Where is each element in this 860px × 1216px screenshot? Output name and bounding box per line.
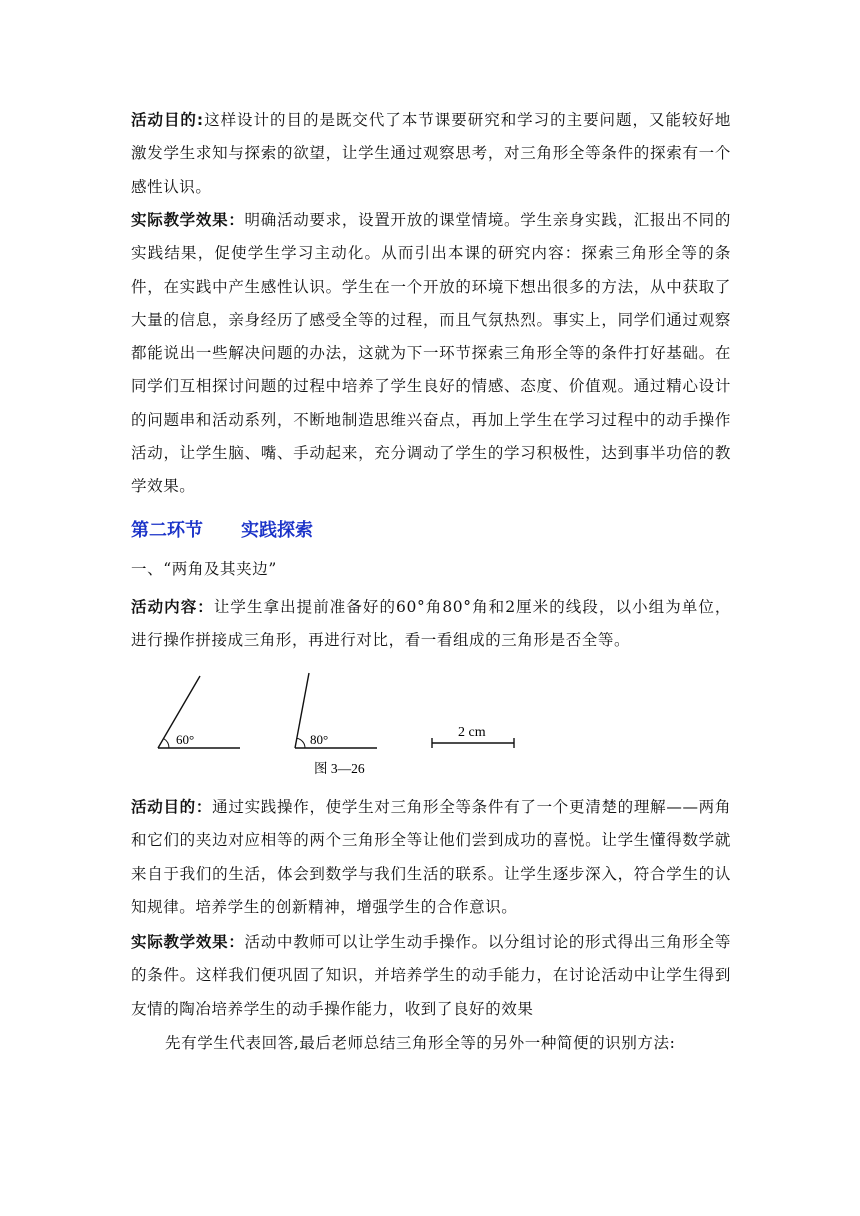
teaching-effect-paragraph-1 — [131, 204, 731, 504]
figure-drawing — [150, 672, 530, 782]
figure-3-26 — [150, 672, 530, 782]
angle-60-label: 60° — [176, 732, 195, 747]
teaching-effect-text: 明确活动要求，设置开放的课堂情境。学生亲身实践，汇报出不同的实践结果，促使学生学习主动化。从而引出本课的研究内容：探索三角形全等的条件，在实践中产生感性认识。学生在一个开放的环境下想出很多的方法，从中获取了大量的信息，亲身经历了感受全等的过程，而且气氛热烈。事实上，同学们通过观察都能说出一些解决问题的办法，这就为下一环节探索三角形全等的条件打好基础。在同学们互相探讨问题的过程中培养了学生良好的情感、态度、价值观。通过精心设计的问题串和活动系列，不断地制造思维兴奋点，再加上学生在学习过程中的动手操作活动，让学生脑、嘴、手动起来，充分调动了学生的学习积极性，达到事半功倍的教学效果。 — [131, 211, 731, 496]
section-heading-title: 实践探索 — [241, 520, 313, 541]
segment-label: 2 cm — [458, 725, 486, 740]
angle-80-shape — [295, 673, 377, 748]
activity-purpose-paragraph-1 — [131, 104, 731, 204]
section-heading — [131, 516, 313, 542]
closing-paragraph: 先有学生代表回答,最后老师总结三角形全等的另外一种简便的识别方法: — [165, 1034, 676, 1052]
subsection-title: 一、“两角及其夹边” — [131, 560, 277, 578]
activity-purpose-paragraph-2 — [131, 791, 731, 924]
angle-60-shape — [158, 676, 240, 748]
activity-purpose-label: 活动目的: — [131, 111, 204, 129]
section-heading-number: 第二环节 — [131, 520, 203, 541]
activity-purpose-text-2: 通过实践操作，使学生对三角形全等条件有了一个更清楚的理解——两角和它们的夹边对应相等的两个三角形全等让他们尝到成功的喜悦。让学生懂得数学就来自于我们的生活，体会到数学与我们生活的联系。让学生逐步深入，符合学生的认知规律。培养学生的创新精神，增强学生的合作意识。 — [131, 798, 731, 916]
activity-content-text: 让学生拿出提前准备好的60°角80°角和2厘米的线段，以小组为单位，进行操作拼接成三角形，再进行对比，看一看组成的三角形是否全等。 — [131, 598, 731, 650]
activity-purpose-text: 这样设计的目的是既交代了本节课要研究和学习的主要问题，又能较好地激发学生求知与探索的欲望，让学生通过观察思考，对三角形全等条件的探索有一个感性认识。 — [131, 111, 732, 196]
teaching-effect-label: 实际教学效果： — [131, 211, 245, 229]
activity-purpose-label-2: 活动目的： — [131, 798, 213, 816]
teaching-effect-text-2: 活动中教师可以让学生动手操作。以分组讨论的形式得出三角形全等的条件。这样我们便巩固了知识，并培养学生的动手能力，在讨论活动中让学生得到友情的陶冶培养学生的动手操作能力，收到了良好的效果 — [131, 933, 731, 1018]
teaching-effect-paragraph-2 — [131, 926, 731, 1026]
teaching-effect-label-2: 实际教学效果： — [131, 933, 245, 951]
activity-content-paragraph — [131, 591, 731, 658]
activity-content-label: 活动内容： — [131, 598, 214, 616]
angle-80-label: 80° — [310, 732, 329, 747]
figure-caption: 图 3—26 — [314, 761, 365, 776]
